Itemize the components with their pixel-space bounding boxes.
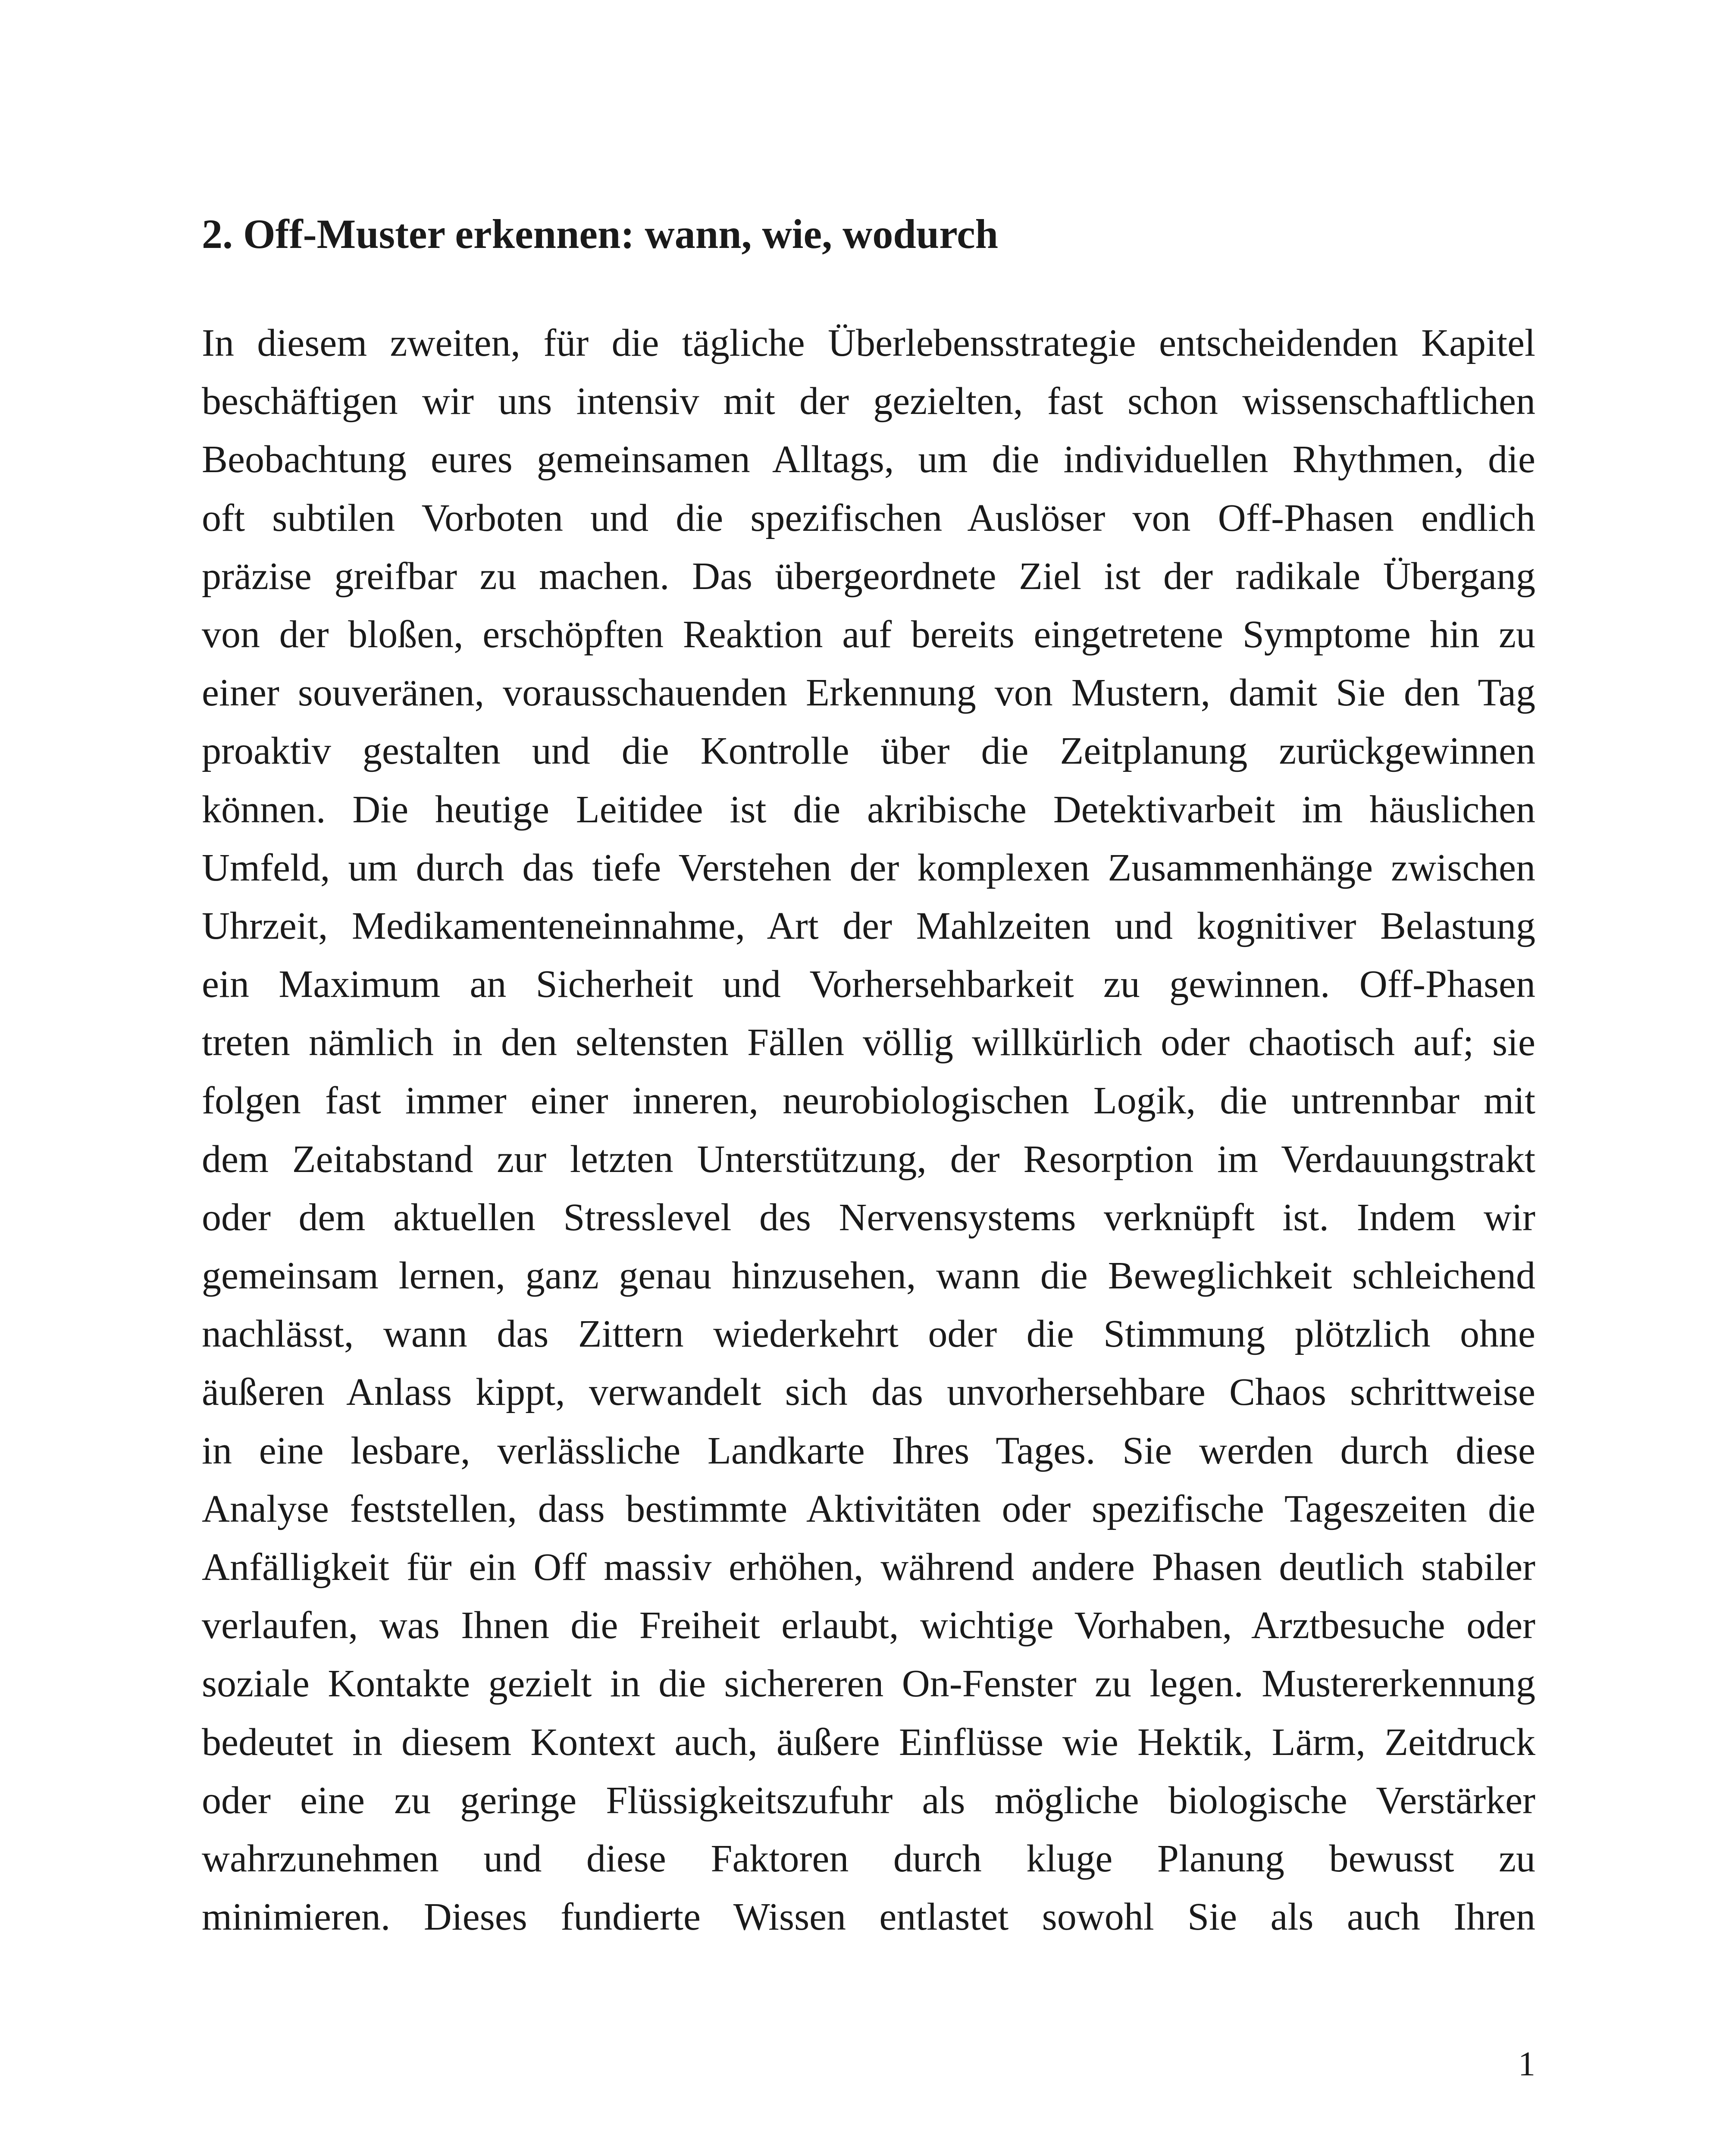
body-paragraph	[202, 314, 1535, 1946]
paragraph-line: wahrzunehmen und diese Faktoren durch kluge Planung bewusst zu	[202, 1837, 1535, 1880]
paragraph-line: präzise greifbar zu machen. Das übergeordnete Ziel ist der radikale Übergang	[202, 555, 1535, 598]
paragraph-line: Anfälligkeit für ein Off massiv erhöhen, während andere Phasen deutlich stabiler	[202, 1545, 1535, 1589]
paragraph-line: proaktiv gestalten und die Kontrolle über die Zeitplanung zurückgewinnen	[202, 730, 1535, 773]
paragraph-line: Uhrzeit, Medikamenteneinnahme, Art der Mahlzeiten und kognitiver Belastung	[202, 904, 1535, 947]
paragraph-line: können. Die heutige Leitidee ist die akribische Detektivarbeit im häuslichen	[202, 788, 1535, 831]
paragraph-line: einer souveränen, vorausschauenden Erkennung von Mustern, damit Sie den Tag	[202, 671, 1535, 714]
paragraph-line: verlaufen, was Ihnen die Freiheit erlaubt, wichtige Vorhaben, Arztbesuche oder	[202, 1604, 1535, 1647]
paragraph-line: oder dem aktuellen Stresslevel des Nervensystems verknüpft ist. Indem wir	[202, 1196, 1535, 1239]
paragraph-line: treten nämlich in den seltensten Fällen völlig willkürlich oder chaotisch auf; sie	[202, 1021, 1535, 1064]
paragraph-line: Analyse feststellen, dass bestimmte Aktivitäten oder spezifische Tageszeiten die	[202, 1487, 1535, 1530]
paragraph-line: ein Maximum an Sicherheit und Vorhersehbarkeit zu gewinnen. Off-Phasen	[202, 963, 1535, 1006]
paragraph-line: Umfeld, um durch das tiefe Verstehen der komplexen Zusammenhänge zwischen	[202, 846, 1535, 889]
paragraph-line: dem Zeitabstand zur letzten Unterstützung, der Resorption im Verdauungstrakt	[202, 1138, 1535, 1181]
paragraph-line: Beobachtung eures gemeinsamen Alltags, um die individuellen Rhythmen, die	[202, 438, 1535, 481]
paragraph-line: soziale Kontakte gezielt in die sichereren On-Fenster zu legen. Mustererkennung	[202, 1662, 1535, 1705]
paragraph-line: oder eine zu geringe Flüssigkeitszufuhr als mögliche biologische Verstärker	[202, 1779, 1535, 1822]
paragraph-line: beschäftigen wir uns intensiv mit der gezielten, fast schon wissenschaftlichen	[202, 380, 1535, 423]
paragraph-line: minimieren. Dieses fundierte Wissen entlastet sowohl Sie als auch Ihren	[202, 1896, 1535, 1939]
paragraph-line: gemeinsam lernen, ganz genau hinzusehen, wann die Beweglichkeit schleichend	[202, 1254, 1535, 1297]
paragraph-line: in eine lesbare, verlässliche Landkarte Ihres Tages. Sie werden durch diese	[202, 1429, 1535, 1472]
page-number: 1	[1518, 2045, 1535, 2083]
paragraph-line: oft subtilen Vorboten und die spezifischen Auslöser von Off-Phasen endlich	[202, 496, 1535, 539]
paragraph-line: von der bloßen, erschöpften Reaktion auf bereits eingetretene Symptome hin zu	[202, 613, 1535, 656]
chapter-heading: 2. Off-Muster erkennen: wann, wie, wodurch	[202, 211, 999, 257]
paragraph-line: folgen fast immer einer inneren, neurobiologischen Logik, die untrennbar mit	[202, 1079, 1535, 1122]
paragraph-line: nachlässt, wann das Zittern wiederkehrt oder die Stimmung plötzlich ohne	[202, 1313, 1535, 1356]
paragraph-line: bedeutet in diesem Kontext auch, äußere Einflüsse wie Hektik, Lärm, Zeitdruck	[202, 1720, 1535, 1764]
paragraph-line: äußeren Anlass kippt, verwandelt sich das unvorhersehbare Chaos schrittweise	[202, 1371, 1535, 1414]
paragraph-line: In diesem zweiten, für die tägliche Überlebensstrategie entscheidenden Kapitel	[202, 322, 1535, 364]
